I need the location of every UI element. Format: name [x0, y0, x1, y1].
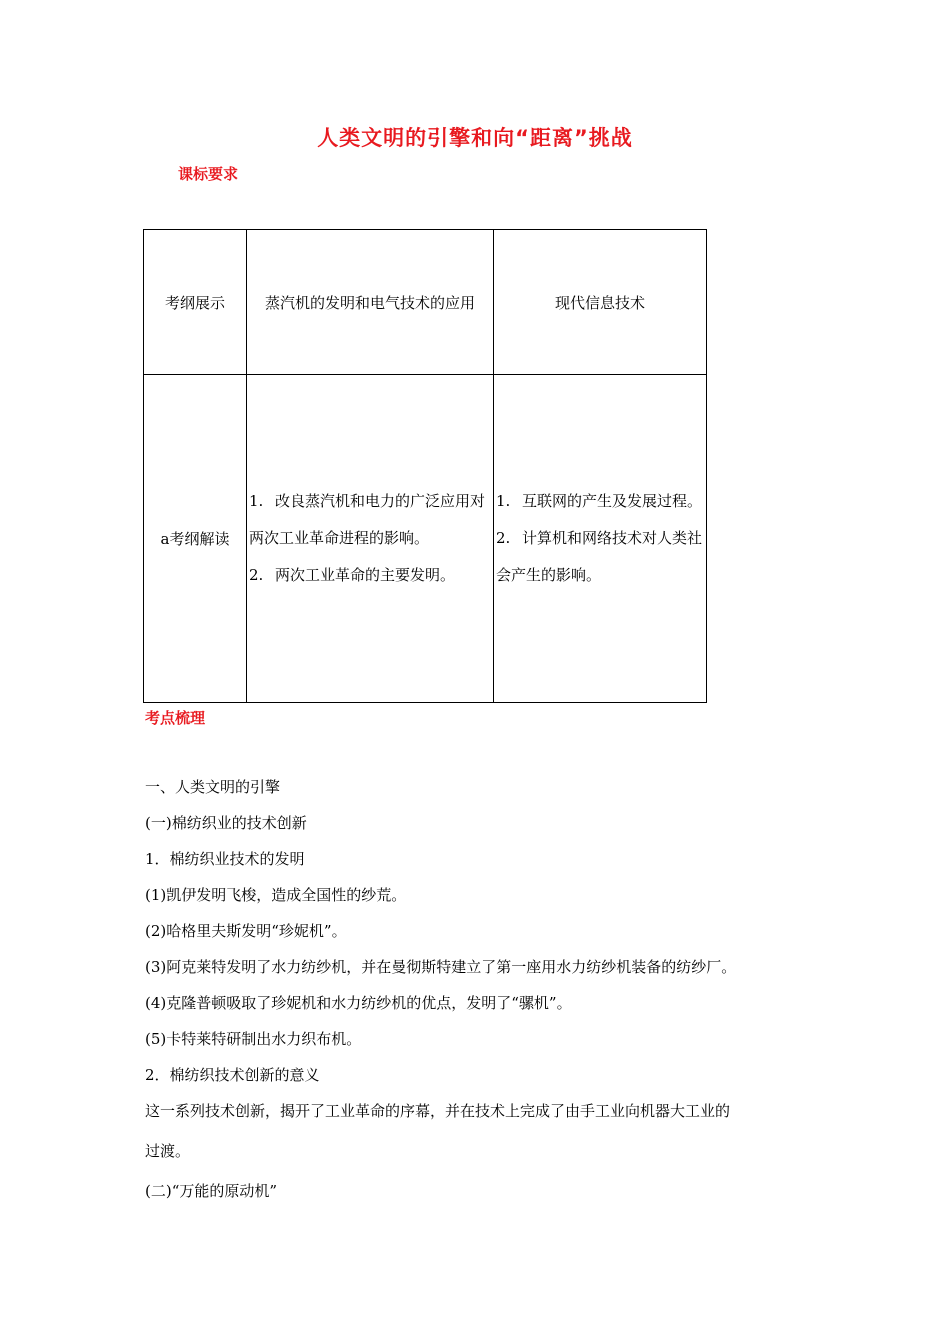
document-title: 人类文明的引擎和向“距离”挑战	[317, 126, 633, 150]
table-header-row	[144, 230, 707, 375]
item-text: 改良蒸汽机和电力的广泛应用对两次工业革命进程的影响。	[249, 492, 486, 547]
item-number: 2.	[249, 566, 264, 584]
item-number: 1.	[249, 492, 264, 510]
list-item	[496, 520, 704, 594]
item-number: 1.	[496, 492, 511, 510]
item-text: 两次工业革命的主要发明。	[275, 566, 456, 584]
requirements-table	[143, 229, 707, 703]
table-row	[144, 375, 707, 703]
heading-level2: (二)“万能的原动机”	[145, 1182, 278, 1200]
body-paragraph: (1)凯伊发明飞梭，造成全国性的纱荒。	[145, 886, 407, 904]
body-paragraph: (4)克隆普顿吸取了珍妮机和水力纺纱机的优点，发明了“骡机”。	[145, 994, 572, 1012]
heading-level3: 2．棉纺织技术创新的意义	[145, 1066, 320, 1084]
body-paragraph: (3)阿克莱特发明了水力纺纱机，并在曼彻斯特建立了第一座用水力纺纱机装备的纺纱厂。	[145, 958, 737, 976]
table-cell-info-tech	[494, 375, 707, 703]
table-cell-steam-electric	[247, 375, 494, 703]
list-item	[249, 557, 491, 594]
table-header-cell: 考纲展示	[144, 230, 247, 375]
table-header-cell: 现代信息技术	[494, 230, 707, 375]
item-number: 2.	[496, 529, 511, 547]
list-item	[496, 483, 704, 520]
body-paragraph: (5)卡特莱特研制出水力织布机。	[145, 1030, 362, 1048]
heading-level3: 1．棉纺织业技术的发明	[145, 850, 305, 868]
row-label-cell: a考纲解读	[144, 375, 247, 703]
section-heading-key-points: 考点梳理	[145, 709, 206, 727]
heading-level2: (一)棉纺织业的技术创新	[145, 814, 307, 832]
body-paragraph: 过渡。	[145, 1142, 191, 1160]
section-heading-requirements: 课标要求	[178, 165, 239, 183]
body-paragraph: 这一系列技术创新，揭开了工业革命的序幕，并在技术上完成了由手工业向机器大工业的	[145, 1102, 731, 1120]
body-paragraph: (2)哈格里夫斯发明“珍妮机”。	[145, 922, 347, 940]
item-text: 互联网的产生及发展过程。	[522, 492, 703, 510]
list-item	[249, 483, 491, 557]
heading-level1: 一、人类文明的引擎	[145, 778, 281, 796]
table-header-cell: 蒸汽机的发明和电气技术的应用	[247, 230, 494, 375]
item-text: 计算机和网络技术对人类社会产生的影响。	[496, 529, 703, 584]
